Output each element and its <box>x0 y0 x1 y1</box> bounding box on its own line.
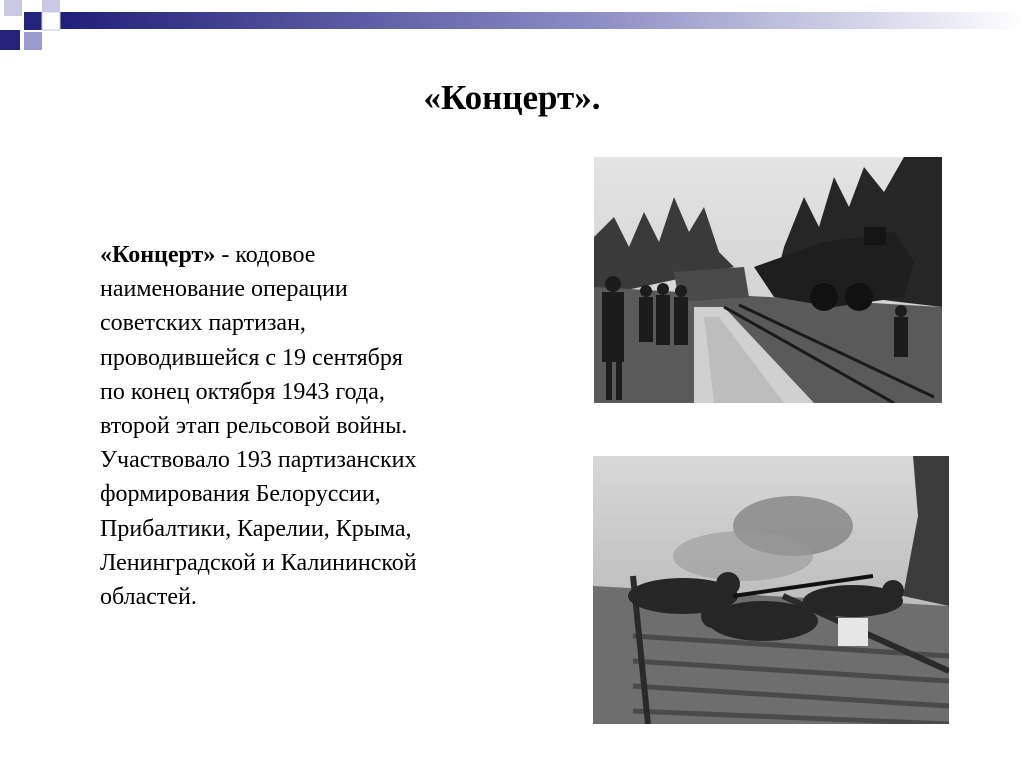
bold-term: «Концерт» <box>100 242 216 268</box>
paragraph-line: второй этап рельсовой войны. <box>100 413 408 440</box>
partisans-on-rails-photo <box>593 456 949 724</box>
paragraph-line: - кодовое <box>215 242 316 268</box>
deco-square <box>42 12 60 30</box>
header-gradient-bar <box>60 12 1024 29</box>
slide-title: «Концерт». <box>423 78 601 117</box>
paragraph-line: проводившейся с 19 сентября <box>100 344 403 371</box>
paragraph-line: Прибалтики, Карелии, Крыма, <box>100 515 412 542</box>
deco-square <box>24 12 42 30</box>
paragraph-line: наименование операции <box>100 276 348 303</box>
deco-square <box>0 30 20 50</box>
paragraph-line: формирования Белоруссии, <box>100 481 381 508</box>
paragraph-line: областей. <box>100 584 197 611</box>
header-decoration <box>0 0 1024 60</box>
body-paragraph <box>100 238 500 614</box>
paragraph-line: Ленинградской и Калининской <box>100 549 417 576</box>
paragraph-line: Участвовало 193 партизанских <box>100 447 417 474</box>
deco-square <box>24 32 42 50</box>
paragraph-line: по конец октября 1943 года, <box>100 378 385 405</box>
deco-square <box>4 0 22 16</box>
paragraph-line: советских партизан, <box>100 310 306 337</box>
deco-square <box>42 0 60 12</box>
derailed-train-photo <box>594 157 942 403</box>
